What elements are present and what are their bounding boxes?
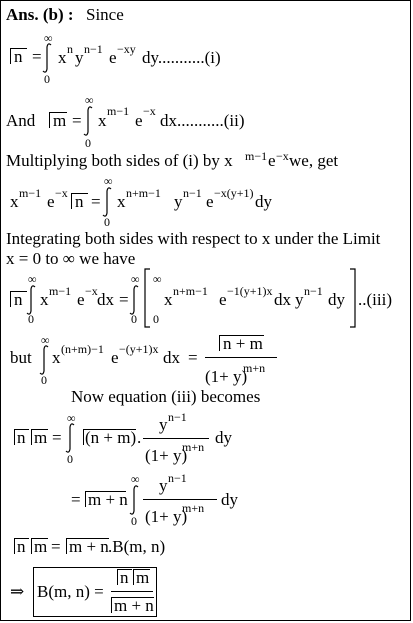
equals: = [32, 47, 42, 66]
differential: dy [215, 428, 232, 447]
integral-sign-icon [103, 188, 111, 216]
fraction-numerator: y [159, 476, 168, 495]
beta-term: .B(m, n) [108, 537, 166, 556]
fraction-denominator: (1+ y) [145, 507, 188, 526]
but-text: but [10, 348, 32, 367]
var-e: e [109, 48, 117, 67]
gamma-arg: n [75, 192, 84, 211]
exponent: m+n [182, 440, 205, 454]
since-text: Since [86, 5, 124, 24]
var-y: y [75, 48, 84, 67]
lower-limit: 0 [104, 215, 110, 229]
upper-limit: ∞ [131, 272, 140, 286]
exponent: n−1 [168, 410, 187, 424]
lower-limit: 0 [131, 312, 137, 326]
now-equation-text: Now equation (iii) becomes [71, 387, 261, 406]
var-e: e [111, 348, 119, 367]
exponent: m+n [243, 361, 266, 375]
var-x: x [58, 48, 67, 67]
fraction-numerator: n [120, 568, 129, 587]
differential: dy [328, 290, 345, 309]
upper-limit: ∞ [44, 31, 53, 45]
var-y: y [174, 192, 183, 211]
equals: = [71, 490, 81, 509]
exponent: (n+m)−1 [61, 342, 104, 356]
text: e [268, 151, 276, 170]
var-y: y [295, 290, 304, 309]
beta-lhs: B(m, n) = [37, 582, 104, 601]
limit-text: x = 0 to ∞ we have [6, 249, 136, 268]
exponent: n−1 [168, 471, 187, 485]
equals: = [91, 192, 101, 211]
integrating-text: Integrating both sides with respect to x under the Limit [6, 229, 381, 248]
integral-sign-icon [84, 107, 92, 135]
gamma-arg: n [14, 290, 23, 309]
lower-limit: 0 [28, 312, 34, 326]
var-x: x [40, 290, 49, 309]
fraction-numerator: n + m [223, 334, 263, 353]
equals: = [188, 348, 198, 367]
gamma-arg: m [53, 111, 67, 130]
gamma-arg: n [17, 428, 26, 447]
integral-sign-icon [130, 486, 138, 514]
integral-signs [1, 1, 412, 622]
exponent: −(y+1)x [119, 342, 159, 356]
fraction-denominator: (1+ y) [145, 446, 188, 465]
differential: dy [255, 192, 272, 211]
differential: dy [221, 490, 238, 509]
exponent: −xy [117, 42, 136, 56]
lower-limit: 0 [131, 514, 137, 528]
gamma-arg: n [17, 537, 26, 556]
right-bracket-icon [350, 269, 355, 327]
equation-tag: dx...........(ii) [160, 111, 245, 130]
fraction-denominator: m + n [114, 596, 154, 615]
var-e: e [219, 290, 227, 309]
gamma-arg: (n + m) [85, 428, 137, 447]
left-bracket-icon [145, 269, 150, 327]
var-e: e [47, 192, 55, 211]
var-x: x [117, 192, 126, 211]
var-e: e [135, 111, 143, 130]
exponent: −x [85, 284, 98, 298]
upper-limit: ∞ [104, 174, 113, 188]
answer-label: Ans. (b) : [6, 5, 74, 24]
gamma-arg: m [34, 537, 48, 556]
differential: dx [274, 290, 291, 309]
gamma-arg: n [14, 47, 23, 66]
fraction-numerator: y [159, 415, 168, 434]
exponent: n [67, 42, 73, 56]
lower-limit: 0 [41, 373, 47, 387]
var-x: x [98, 111, 107, 130]
exponent: n+m−1 [126, 186, 161, 200]
equals: = [52, 428, 62, 447]
exponent: m−1 [19, 186, 42, 200]
integral-sign-icon [40, 346, 48, 374]
var-x: x [52, 348, 61, 367]
exponent: −x [55, 186, 68, 200]
equation-tag: dy...........(i) [142, 48, 221, 67]
fraction-numerator: m [136, 568, 150, 587]
integral-sign-icon [43, 44, 51, 72]
lower-limit: 0 [67, 452, 73, 466]
var-x: x [164, 290, 173, 309]
exponent: −x(y+1) [214, 186, 254, 200]
equals: = [119, 290, 129, 309]
equals: = [72, 111, 82, 130]
exponent: n+m−1 [173, 284, 208, 298]
upper-limit: ∞ [41, 333, 50, 347]
equals: = [51, 537, 61, 556]
differential: dx [97, 290, 114, 309]
integral-sign-icon [27, 286, 35, 314]
exponent: m−1 [49, 284, 72, 298]
dot: . [137, 428, 142, 447]
and-text: And [6, 111, 36, 130]
integral-sign-icon [130, 286, 138, 314]
var-e: e [77, 290, 85, 309]
upper-limit: ∞ [131, 472, 140, 486]
text: we, get [289, 151, 339, 170]
exponent: n−1 [84, 42, 103, 56]
gamma-arg: m + n [88, 490, 128, 509]
exponent: n−1 [304, 284, 323, 298]
differential: dx [163, 348, 180, 367]
upper-limit: ∞ [85, 93, 94, 107]
equation-tag: ..(iii) [358, 290, 392, 309]
lower-limit: 0 [153, 312, 159, 326]
lower-limit: 0 [85, 136, 91, 150]
exponent: m−1 [245, 149, 268, 163]
var-e: e [206, 192, 214, 211]
text: Multiplying both sides of (i) by x [6, 151, 233, 170]
integral-sign-icon [66, 424, 74, 452]
upper-limit: ∞ [28, 272, 37, 286]
gamma-arg: m [34, 428, 48, 447]
implies-arrow-icon: ⇒ [10, 582, 25, 601]
exponent: m−1 [107, 104, 130, 118]
exponent: −x [276, 149, 289, 163]
fraction-denominator: (1+ y) [205, 367, 248, 386]
gamma-arg: m + n [69, 537, 109, 556]
exponent: m+n [182, 501, 205, 515]
var-x: x [10, 192, 19, 211]
lower-limit: 0 [44, 72, 50, 86]
exponent: −1(y+1)x [227, 284, 273, 298]
exponent: n−1 [183, 186, 202, 200]
upper-limit: ∞ [67, 411, 76, 425]
upper-limit: ∞ [153, 272, 162, 286]
exponent: −x [143, 104, 156, 118]
